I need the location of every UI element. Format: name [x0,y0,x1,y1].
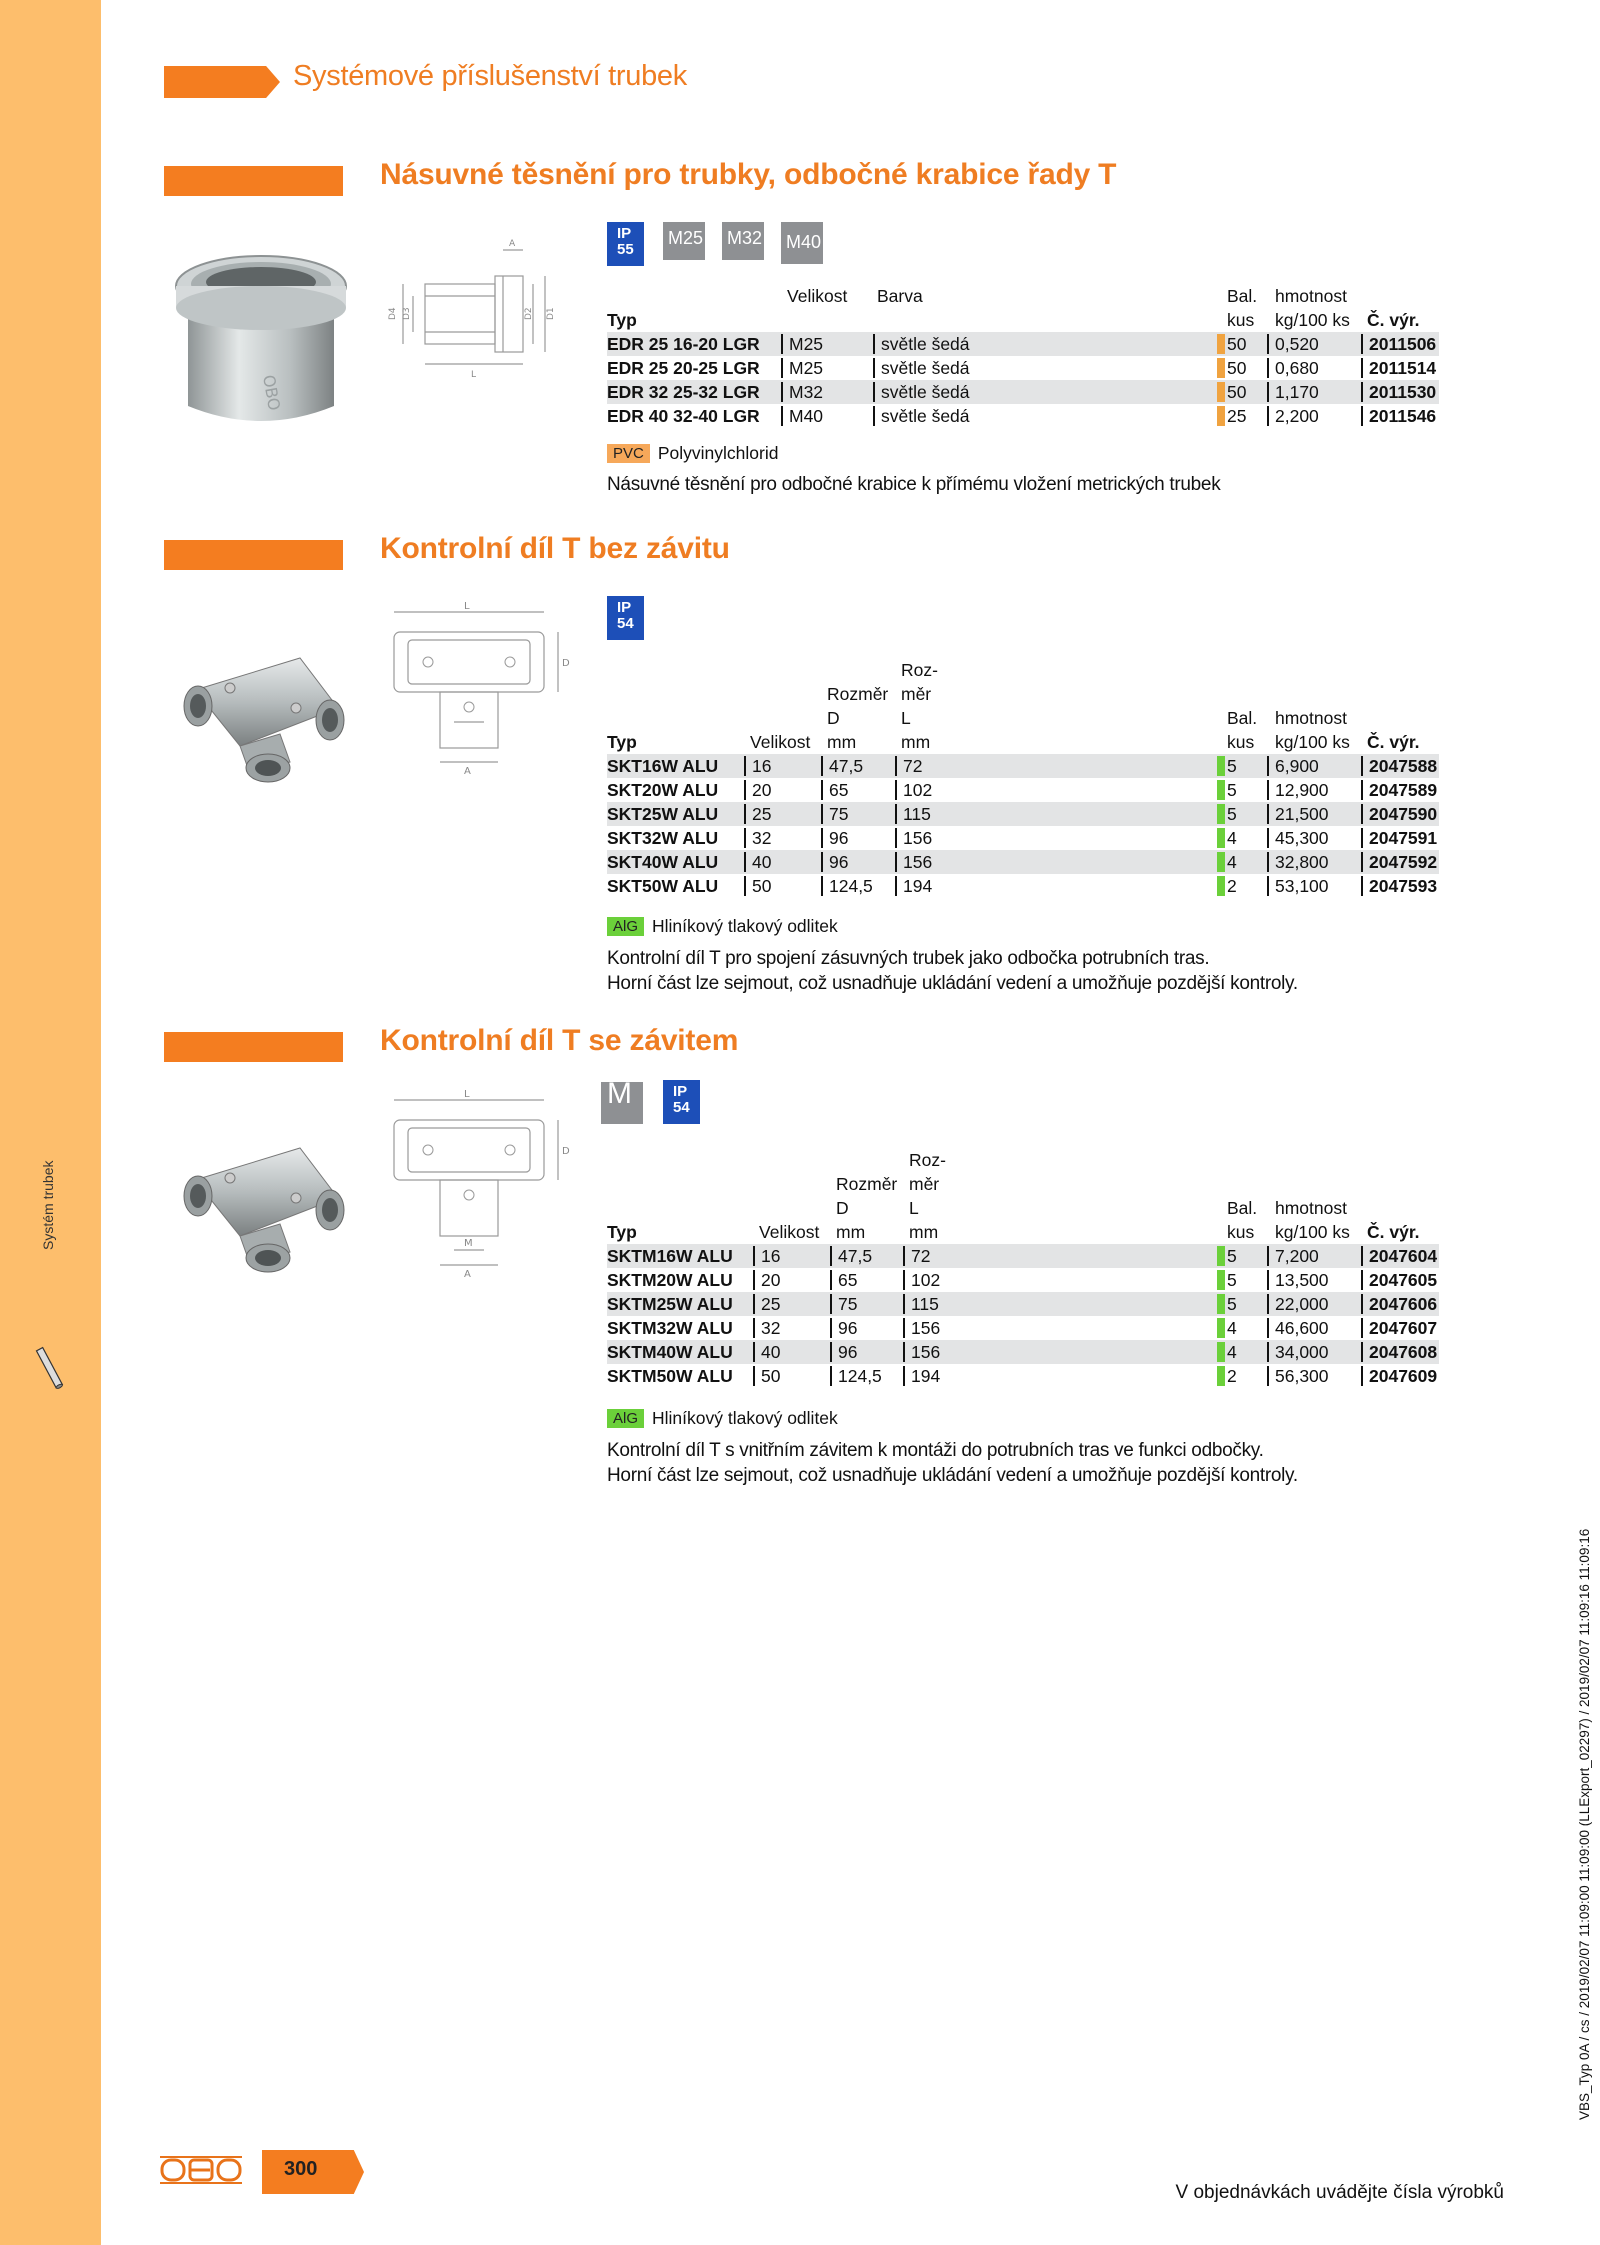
cell-pack: 50 [1227,334,1247,354]
material-tag: AlG [607,917,644,936]
material-row [607,443,778,464]
cell-type: EDR 32 25-32 LGR [607,382,760,402]
side-band [0,0,101,2245]
cell-dim-l: 102 [895,780,932,800]
cell-pack: 5 [1227,1294,1237,1314]
cell-item-number: 2011506 [1361,334,1436,354]
cell-size: M32 [781,382,823,402]
cell-item-number: 2047589 [1361,780,1437,800]
section-bar [164,166,343,196]
description: Kontrolní díl T s vnitřním závitem k montáži do potrubních tras ve funkci odbočky. Horní část lze sejmout, což usnadňuje ukládání vedení a umožňuje pozdější kontroly. [607,1440,1298,1486]
cell-weight: 46,600 [1267,1318,1329,1338]
cell-dim-l: 115 [895,804,931,824]
cell-item-number: 2047605 [1361,1270,1437,1290]
cell-dim-d: 96 [830,1318,857,1338]
table-row [607,1340,1439,1364]
cell-type: EDR 40 32-40 LGR [607,406,760,426]
cell-item-number: 2011514 [1361,358,1436,378]
t-piece-photo [180,650,348,786]
cell-type: SKTM40W ALU [607,1342,733,1362]
svg-text:D3: D3 [402,307,412,320]
table-row [607,356,1439,380]
section-title: Násuvné těsnění pro trubky, odbočné krabice řady T [380,158,1117,191]
cell-size: 16 [744,756,771,776]
cell-pack: 4 [1227,1342,1237,1362]
cell-pack: 2 [1227,876,1237,896]
table-seals [607,284,1439,428]
threaded-t-piece-drawing [388,1090,568,1280]
cell-pack: 2 [1227,1366,1237,1386]
cell-size: 20 [744,780,771,800]
svg-text:L: L [464,1089,470,1100]
cell-weight: 21,500 [1267,804,1329,824]
cell-item-number: 2047607 [1361,1318,1437,1338]
cell-pack: 4 [1227,1318,1237,1338]
availability-mark [1217,382,1225,402]
cell-dim-d: 96 [821,828,848,848]
availability-mark [1217,876,1225,896]
availability-mark [1217,334,1225,354]
availability-mark [1217,804,1225,824]
availability-mark [1217,780,1225,800]
cell-size: 25 [753,1294,780,1314]
availability-mark [1217,852,1225,872]
cell-type: SKT50W ALU [607,876,719,896]
cell-type: SKTM16W ALU [607,1246,733,1266]
svg-text:D2: D2 [524,307,534,320]
cell-dim-d: 47,5 [830,1246,872,1266]
m25-badge: M25 [663,222,705,260]
cell-dim-d: 96 [830,1342,857,1362]
availability-mark [1217,1270,1225,1290]
table-row [607,850,1439,874]
cell-weight: 45,300 [1267,828,1329,848]
cell-size: M40 [781,406,823,426]
table-row [607,1244,1439,1268]
table-row [607,1316,1439,1340]
cell-dim-d: 75 [821,804,848,824]
cell-item-number: 2011530 [1361,382,1436,402]
obo-logo [160,2155,242,2185]
cell-dim-d: 65 [830,1270,857,1290]
cell-weight: 32,800 [1267,852,1329,872]
cell-weight: 34,000 [1267,1342,1329,1362]
table-row [607,874,1439,898]
ip-badge: IP 54 [663,1080,700,1124]
cell-size: 32 [753,1318,780,1338]
svg-text:OBO: OBO [259,373,285,413]
threaded-t-piece-photo [180,1140,348,1276]
print-metadata: VBS_Typ 0A / cs / 2019/02/07 11:09:00 11:09:00 (LLExport_02297) / 2019/02/07 11:09:16 11:09:16 [1577,1528,1592,2120]
table-header: Typ kus kg/100 ks Č. výr. [607,310,1420,330]
availability-mark [1217,1318,1225,1338]
svg-text:L: L [464,601,470,612]
t-piece-drawing [388,602,568,782]
table-row [607,802,1439,826]
availability-mark [1217,756,1225,776]
cell-pack: 5 [1227,780,1237,800]
svg-text:A: A [509,239,516,249]
description: Kontrolní díl T pro spojení zásuvných trubek jako odbočka potrubních tras. Horní část lze sejmout, což usnadňuje ukládání vedení a umožňuje pozdější kontroly. [607,948,1298,994]
cell-dim-l: 156 [895,852,932,872]
side-label: Systém trubek [40,1160,56,1250]
svg-text:A: A [464,1269,471,1280]
m-badge: M [601,1082,643,1124]
cell-item-number: 2047609 [1361,1366,1437,1386]
table-header: Velikost Barva Bal. hmotnost [787,286,1347,306]
availability-mark [1217,1366,1225,1386]
page-number: 300 [284,2158,318,2180]
cell-weight: 0,520 [1267,334,1319,354]
availability-mark [1217,406,1225,426]
cell-type: EDR 25 20-25 LGR [607,358,760,378]
material-name: Hliníkový tlakový odlitek [652,1408,838,1428]
svg-text:D1: D1 [546,307,556,320]
header-arrow [164,66,280,98]
material-row [607,1408,838,1429]
cell-weight: 6,900 [1267,756,1319,776]
availability-mark [1217,1294,1225,1314]
footer-note: V objednávkách uvádějte čísla výrobků [1175,2182,1504,2203]
table-threaded-t-pieces: Roz- Rozměr měr D L Bal. hmotnost Typ Velikost mm mm kus kg/100 ks Č. výr. SKTM16W ALU 16 47,5 72 5 7,200 2047604 SKTM20W ALU 20 65 102 5 13,500 2047605 SKTM25W ALU 25 75 115 5 22,000 2047606 SKTM32W ALU 32 96 156 4 46,600 2047607 SKTM40W ALU 40 96 156 4 34,000 2047608 SKTM50W ALU 50 124,5 194 2 56,300 2047609 [607,1150,1438,1386]
table-row [607,778,1439,802]
cell-pack: 50 [1227,382,1247,402]
cell-weight: 1,170 [1267,382,1319,402]
cell-type: SKT32W ALU [607,828,719,848]
cell-item-number: 2047608 [1361,1342,1437,1362]
cell-item-number: 2047604 [1361,1246,1437,1266]
m40-badge: M40 [781,222,823,264]
cell-size: 32 [744,828,771,848]
cell-weight: 0,680 [1267,358,1319,378]
svg-text:A: A [464,766,471,777]
cell-dim-l: 194 [903,1366,940,1386]
cell-dim-d: 65 [821,780,848,800]
ip-badge: IP 54 [607,596,644,640]
cell-size: 16 [753,1246,780,1266]
table-row [607,826,1439,850]
cell-item-number: 2011546 [1361,406,1436,426]
cell-size: 20 [753,1270,780,1290]
cell-dim-d: 96 [821,852,848,872]
cell-pack: 5 [1227,804,1237,824]
cell-item-number: 2047592 [1361,852,1437,872]
svg-text:D: D [562,1146,570,1157]
cell-weight: 22,000 [1267,1294,1329,1314]
material-name: Polyvinylchlorid [657,443,779,463]
table-row [607,332,1439,356]
cell-dim-l: 72 [903,1246,930,1266]
cell-dim-d: 124,5 [821,876,873,896]
cell-dim-l: 156 [903,1342,940,1362]
cell-item-number: 2047606 [1361,1294,1437,1314]
cell-pack: 50 [1227,358,1247,378]
cell-type: SKTM50W ALU [607,1366,733,1386]
cell-size: 25 [744,804,771,824]
cell-weight: 13,500 [1267,1270,1329,1290]
table-row [607,1364,1439,1388]
cell-pack: 25 [1227,406,1247,426]
cell-size: M25 [781,334,823,354]
svg-text:M: M [464,1238,473,1249]
table-row [607,404,1439,428]
cell-color: světle šedá [873,382,970,402]
cell-dim-l: 194 [895,876,932,896]
cell-dim-d: 47,5 [821,756,863,776]
cell-item-number: 2047593 [1361,876,1437,896]
cell-type: SKT40W ALU [607,852,719,872]
cell-weight: 53,100 [1267,876,1329,896]
cell-type: SKTM25W ALU [607,1294,733,1314]
material-name: Hliníkový tlakový odlitek [652,916,838,936]
section-title: Kontrolní díl T bez závitu [380,532,730,565]
table-row [607,1292,1439,1316]
ip-badge: IP 55 [607,222,644,266]
cell-color: světle šedá [873,334,970,354]
material-tag: AlG [607,1409,644,1428]
cell-dim-d: 124,5 [830,1366,882,1386]
svg-text:L: L [471,370,477,380]
cell-type: SKT16W ALU [607,756,719,776]
cell-size: M25 [781,358,823,378]
section-bar [164,1032,343,1062]
cell-weight: 2,200 [1267,406,1319,426]
cell-dim-d: 75 [830,1294,857,1314]
description: Násuvné těsnění pro odbočné krabice k přímému vložení metrických trubek [607,474,1221,495]
cell-item-number: 2047590 [1361,804,1437,824]
cell-pack: 4 [1227,852,1237,872]
cell-color: světle šedá [873,358,970,378]
cell-pack: 5 [1227,756,1237,776]
cell-type: SKT20W ALU [607,780,719,800]
cell-dim-l: 156 [903,1318,940,1338]
cell-pack: 4 [1227,828,1237,848]
cell-item-number: 2047591 [1361,828,1437,848]
table-row [607,380,1439,404]
section-bar [164,540,343,570]
cell-pack: 5 [1227,1270,1237,1290]
cell-dim-l: 156 [895,828,932,848]
cell-pack: 5 [1227,1246,1237,1266]
cell-dim-l: 115 [903,1294,939,1314]
cell-size: 40 [744,852,771,872]
availability-mark [1217,828,1225,848]
availability-mark [1217,358,1225,378]
svg-text:D4: D4 [388,307,398,320]
cell-type: SKT25W ALU [607,804,719,824]
availability-mark [1217,1246,1225,1266]
cell-weight: 56,300 [1267,1366,1329,1386]
material-row [607,916,838,937]
cell-type: SKTM32W ALU [607,1318,733,1338]
table-row [607,754,1439,778]
cell-item-number: 2047588 [1361,756,1437,776]
m32-badge: M32 [722,222,764,260]
page-title: Systémové příslušenství trubek [293,60,687,92]
cell-type: EDR 25 16-20 LGR [607,334,760,354]
cell-size: 40 [753,1342,780,1362]
cell-type: SKTM20W ALU [607,1270,733,1290]
table-t-pieces: Roz- Rozměr měr D L Bal. hmotnost Typ Velikost mm mm kus kg/100 ks Č. výr. SKT16W ALU 16 47,5 72 5 6,900 2047588 SKT20W ALU 20 65 102 5 12,900 2047589 SKT25W ALU 25 75 115 5 21,500 2047590 SKT32W ALU 32 96 156 4 45,300 2047591 SKT40W ALU 40 96 156 4 32,800 2047592 SKT50W ALU 50 124,5 194 2 53,100 2047593 [607,660,1438,896]
seal-photo [168,226,354,428]
seal-drawing [385,234,565,394]
cell-weight: 12,900 [1267,780,1329,800]
table-row [607,1268,1439,1292]
cell-size: 50 [744,876,771,896]
section-title: Kontrolní díl T se závitem [380,1024,739,1057]
cell-dim-l: 72 [895,756,922,776]
cell-dim-l: 102 [903,1270,940,1290]
availability-mark [1217,1342,1225,1362]
tube-icon [40,1345,58,1391]
cell-weight: 7,200 [1267,1246,1319,1266]
svg-text:D: D [562,658,570,669]
material-tag: PVC [607,444,650,463]
cell-size: 50 [753,1366,780,1386]
cell-color: světle šedá [873,406,970,426]
